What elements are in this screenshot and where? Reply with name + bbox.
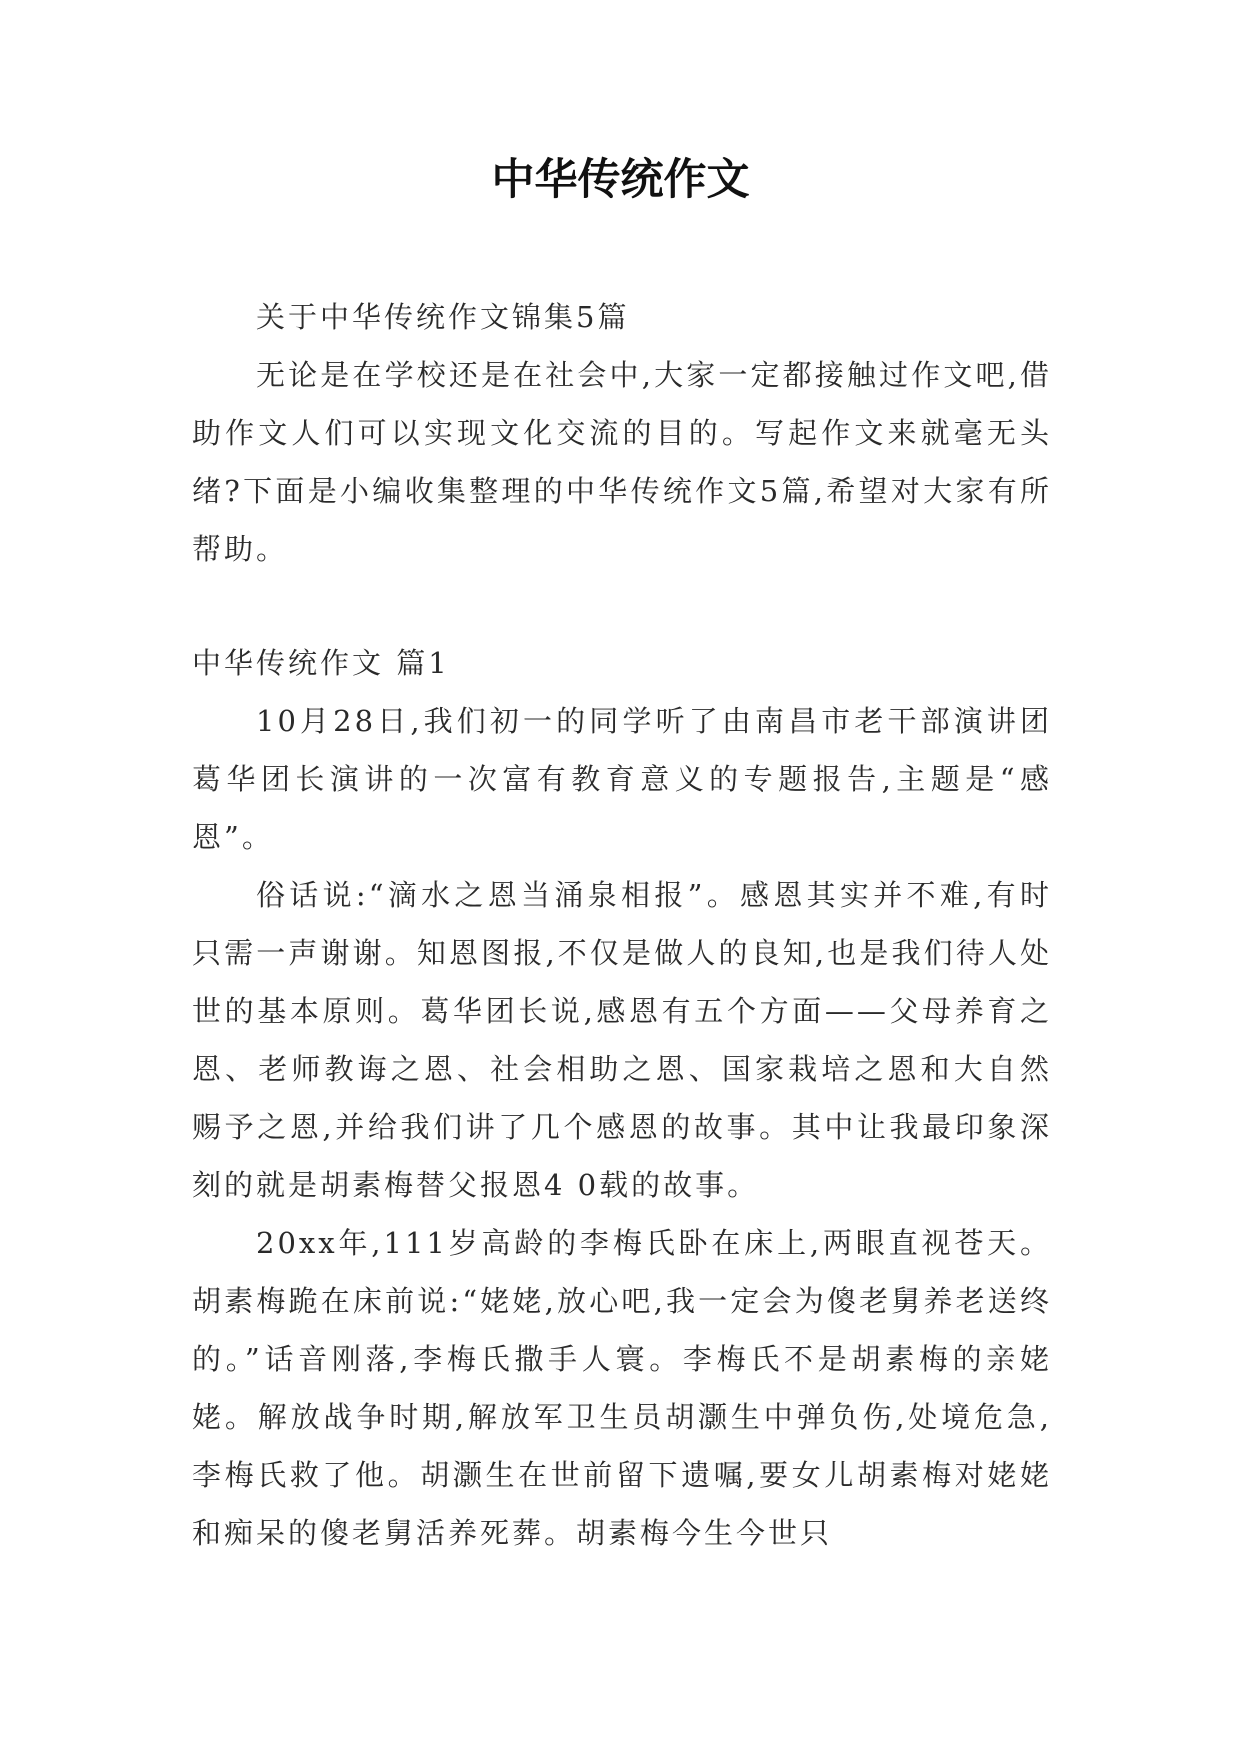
body-paragraph: 俗话说:“滴水之恩当涌泉相报”。感恩其实并不难,有时只需一声谢谢。知恩图报,不仅是做人的良知,也是我们待人处世的基本原则。葛华团长说,感恩有五个方面——父母养育之恩、老师教诲之恩、社会相助之恩、国家栽培之恩和大自然赐予之恩,并给我们讲了几个感恩的故事。其中让我最印象深刻的就是胡素梅替父报恩4 0载的故事。 (192, 878, 1052, 1202)
intro-paragraph: 无论是在学校还是在社会中,大家一定都接触过作文吧,借助作文人们可以实现文化交流的目的。写起作文来就毫无头绪?下面是小编收集整理的中华传统作文5篇,希望对大家有所帮助。 (192, 358, 1052, 566)
body-paragraph: 20xx年,111岁高龄的李梅氏卧在床上,两眼直视苍天。胡素梅跪在床前说:“姥姥,放心吧,我一定会为傻老舅养老送终的。”话音刚落,李梅氏撒手人寰。李梅氏不是胡素梅的亲姥姥。解放战争时期,解放军卫生员胡灏生中弹负伤,处境危急,李梅氏救了他。胡灏生在世前留下遗嘱,要女儿胡素梅对姥姥和痴呆的傻老舅活养死葬。胡素梅今生今世只 (192, 1226, 1052, 1550)
body-paragraph: 10月28日,我们初一的同学听了由南昌市老干部演讲团葛华团长演讲的一次富有教育意义的专题报告,主题是“感恩”。 (192, 704, 1052, 854)
section-heading: 中华传统作文 篇1 (192, 646, 450, 680)
subtitle-line: 关于中华传统作文锦集5篇 (256, 300, 630, 334)
document-title: 中华传统作文 (491, 155, 750, 205)
document-body (192, 288, 1052, 1562)
